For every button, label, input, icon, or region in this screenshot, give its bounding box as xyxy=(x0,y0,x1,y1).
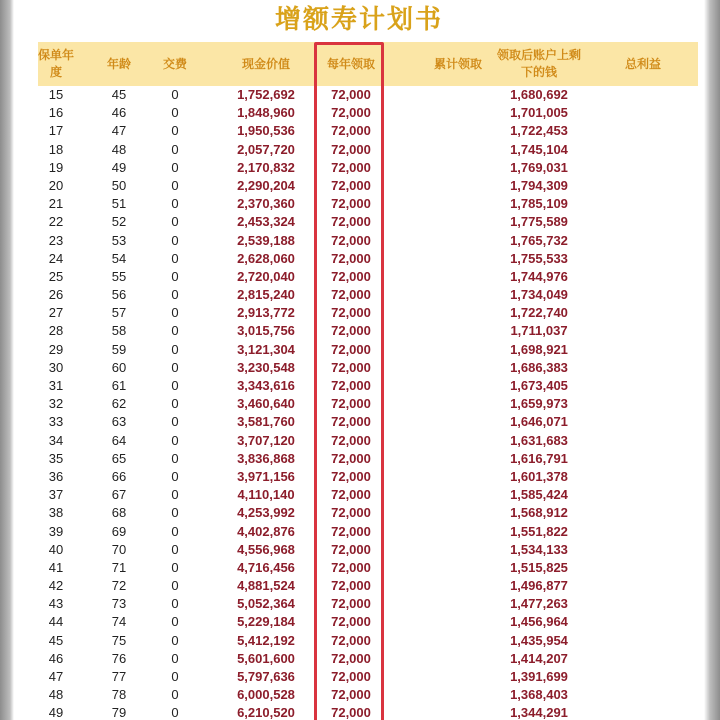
cell-annual-withdrawal: 72,000 xyxy=(331,432,371,448)
cell-remaining-balance: 1,477,263 xyxy=(510,596,568,612)
cell-payment: 0 xyxy=(171,505,179,521)
cell-remaining-balance: 1,686,383 xyxy=(510,359,568,375)
cell-remaining-balance: 1,534,133 xyxy=(510,541,568,557)
cell-remaining-balance: 1,755,533 xyxy=(510,250,568,266)
cell-payment: 0 xyxy=(171,177,179,193)
cell-cash-value: 3,460,640 xyxy=(237,396,295,412)
table-row xyxy=(38,541,698,559)
table-row xyxy=(38,395,698,413)
cell-payment: 0 xyxy=(171,432,179,448)
table-row xyxy=(38,523,698,541)
cell-remaining-balance: 1,769,031 xyxy=(510,159,568,175)
cell-annual-withdrawal: 72,000 xyxy=(331,578,371,594)
cell-cash-value: 3,121,304 xyxy=(237,341,295,357)
cell-age: 71 xyxy=(111,559,127,575)
cell-age: 77 xyxy=(111,669,127,684)
cell-remaining-balance: 1,775,589 xyxy=(510,214,568,230)
cell-annual-withdrawal: 72,000 xyxy=(331,268,371,284)
cell-cash-value: 1,752,692 xyxy=(237,87,295,102)
cell-cash-value: 4,110,140 xyxy=(237,487,295,503)
cell-payment: 0 xyxy=(171,287,179,303)
cell-cash-value: 3,230,548 xyxy=(237,359,295,375)
cell-annual-withdrawal: 72,000 xyxy=(331,687,371,703)
cell-policy-year: 16 xyxy=(48,105,64,121)
cell-annual-withdrawal: 72,000 xyxy=(331,159,371,175)
cell-policy-year: 27 xyxy=(48,305,64,321)
cell-policy-year: 41 xyxy=(48,559,64,575)
table-row xyxy=(38,450,698,468)
cell-remaining-balance: 1,585,424 xyxy=(510,487,568,503)
cell-annual-withdrawal: 72,000 xyxy=(331,705,371,720)
cell-payment: 0 xyxy=(171,378,179,393)
cell-age: 62 xyxy=(111,396,127,412)
cell-remaining-balance: 1,744,976 xyxy=(510,268,568,284)
cell-policy-year: 29 xyxy=(48,341,64,357)
cell-annual-withdrawal: 72,000 xyxy=(331,305,371,321)
cell-policy-year: 31 xyxy=(48,378,64,393)
table-row xyxy=(38,304,698,322)
table-row xyxy=(38,286,698,304)
cell-policy-year: 22 xyxy=(48,214,64,230)
cell-remaining-balance: 1,745,104 xyxy=(510,141,568,157)
cell-remaining-balance: 1,496,877 xyxy=(510,578,568,594)
cell-remaining-balance: 1,344,291 xyxy=(510,705,568,720)
cell-payment: 0 xyxy=(171,268,179,284)
cell-cash-value: 3,971,156 xyxy=(237,468,295,484)
cell-policy-year: 21 xyxy=(48,196,64,212)
cell-remaining-balance: 1,765,732 xyxy=(510,232,568,248)
cell-payment: 0 xyxy=(171,578,179,594)
cell-policy-year: 46 xyxy=(48,650,64,666)
cell-cash-value: 3,836,868 xyxy=(237,450,295,466)
cell-remaining-balance: 1,711,037 xyxy=(510,323,568,339)
cell-annual-withdrawal: 72,000 xyxy=(331,487,371,503)
cell-annual-withdrawal: 72,000 xyxy=(331,232,371,248)
cell-remaining-balance: 1,616,791 xyxy=(510,450,568,466)
cell-remaining-balance: 1,601,378 xyxy=(510,468,568,484)
cell-payment: 0 xyxy=(171,250,179,266)
cell-cash-value: 4,556,968 xyxy=(237,541,295,557)
cell-policy-year: 20 xyxy=(48,177,64,193)
table-row xyxy=(38,122,698,140)
cell-payment: 0 xyxy=(171,414,179,430)
cell-policy-year: 43 xyxy=(48,596,64,612)
cell-cash-value: 2,815,240 xyxy=(237,287,295,303)
cell-age: 78 xyxy=(111,687,127,703)
cell-policy-year: 35 xyxy=(48,450,64,466)
cell-policy-year: 23 xyxy=(48,232,64,248)
cell-cash-value: 2,720,040 xyxy=(237,268,295,284)
cell-payment: 0 xyxy=(171,196,179,212)
cell-cash-value: 3,581,760 xyxy=(237,414,295,430)
cell-remaining-balance: 1,391,699 xyxy=(510,669,568,684)
cell-age: 55 xyxy=(111,268,127,284)
cell-cash-value: 1,950,536 xyxy=(237,123,295,139)
cell-cash-value: 2,057,720 xyxy=(237,141,295,157)
cell-policy-year: 17 xyxy=(48,123,64,139)
table-row xyxy=(38,377,698,395)
cell-annual-withdrawal: 72,000 xyxy=(331,196,371,212)
cell-payment: 0 xyxy=(171,141,179,157)
cell-annual-withdrawal: 72,000 xyxy=(331,87,371,102)
cell-remaining-balance: 1,568,912 xyxy=(510,505,568,521)
cell-age: 74 xyxy=(111,614,127,630)
cell-payment: 0 xyxy=(171,123,179,139)
plan-document xyxy=(14,0,704,720)
cell-annual-withdrawal: 72,000 xyxy=(331,596,371,612)
cell-remaining-balance: 1,515,825 xyxy=(510,559,568,575)
cell-policy-year: 40 xyxy=(48,541,64,557)
cell-policy-year: 42 xyxy=(48,578,64,594)
cell-remaining-balance: 1,785,109 xyxy=(510,196,568,212)
cell-annual-withdrawal: 72,000 xyxy=(331,614,371,630)
cell-policy-year: 24 xyxy=(48,250,64,266)
cell-policy-year: 37 xyxy=(48,487,64,503)
cell-age: 75 xyxy=(111,632,127,648)
cell-age: 58 xyxy=(111,323,127,339)
cell-age: 46 xyxy=(111,105,127,121)
cell-payment: 0 xyxy=(171,596,179,612)
table-row xyxy=(38,322,698,340)
table-row xyxy=(38,613,698,631)
table-row xyxy=(38,432,698,450)
cell-remaining-balance: 1,456,964 xyxy=(510,614,568,630)
cell-payment: 0 xyxy=(171,669,179,684)
cell-cash-value: 5,412,192 xyxy=(237,632,295,648)
cell-age: 79 xyxy=(111,705,127,720)
cell-policy-year: 34 xyxy=(48,432,64,448)
cell-remaining-balance: 1,722,740 xyxy=(510,305,568,321)
cell-cash-value: 6,210,520 xyxy=(237,705,295,720)
cell-age: 76 xyxy=(111,650,127,666)
cell-remaining-balance: 1,368,403 xyxy=(510,687,568,703)
cell-cash-value: 4,253,992 xyxy=(237,505,295,521)
cell-policy-year: 26 xyxy=(48,287,64,303)
cell-policy-year: 36 xyxy=(48,468,64,484)
cell-age: 50 xyxy=(111,177,127,193)
cell-payment: 0 xyxy=(171,632,179,648)
cell-age: 49 xyxy=(111,159,127,175)
cell-payment: 0 xyxy=(171,359,179,375)
cell-annual-withdrawal: 72,000 xyxy=(331,523,371,539)
table-row xyxy=(38,232,698,250)
cell-cash-value: 2,453,324 xyxy=(237,214,295,230)
table-row xyxy=(38,359,698,377)
cell-payment: 0 xyxy=(171,559,179,575)
cell-policy-year: 28 xyxy=(48,323,64,339)
table-row xyxy=(38,486,698,504)
cell-cash-value: 2,539,188 xyxy=(237,232,295,248)
table-row xyxy=(38,686,698,704)
cell-cash-value: 3,015,756 xyxy=(237,323,295,339)
table-row xyxy=(38,650,698,668)
cell-age: 69 xyxy=(111,523,127,539)
cell-remaining-balance: 1,698,921 xyxy=(510,341,568,357)
cell-policy-year: 44 xyxy=(48,614,64,630)
header-payment: 交费 xyxy=(162,56,187,71)
cell-policy-year: 33 xyxy=(48,414,64,430)
cell-age: 68 xyxy=(111,505,127,521)
header-cumulative-withdrawal: 累计领取 xyxy=(433,56,482,71)
table-row xyxy=(38,195,698,213)
cell-payment: 0 xyxy=(171,87,179,102)
table-row xyxy=(38,341,698,359)
cell-payment: 0 xyxy=(171,614,179,630)
cell-age: 56 xyxy=(111,287,127,303)
cell-age: 51 xyxy=(111,196,127,212)
cell-age: 47 xyxy=(111,123,127,139)
table-row xyxy=(38,413,698,431)
cell-cash-value: 4,402,876 xyxy=(237,523,295,539)
table-row xyxy=(38,177,698,195)
cell-cash-value: 4,716,456 xyxy=(237,559,295,575)
cell-payment: 0 xyxy=(171,523,179,539)
header-remaining-balance: 领取后账户上剩下的钱 xyxy=(496,48,581,79)
cell-policy-year: 15 xyxy=(48,87,64,102)
cell-age: 66 xyxy=(111,468,127,484)
cell-cash-value: 3,707,120 xyxy=(237,432,295,448)
cell-age: 57 xyxy=(111,305,127,321)
cell-payment: 0 xyxy=(171,105,179,121)
cell-age: 48 xyxy=(111,141,127,157)
cell-age: 53 xyxy=(111,232,127,248)
cell-remaining-balance: 1,659,973 xyxy=(510,396,568,412)
table-row xyxy=(38,704,698,720)
table-row xyxy=(38,632,698,650)
cell-payment: 0 xyxy=(171,396,179,412)
cell-cash-value: 2,913,772 xyxy=(237,305,295,321)
cell-payment: 0 xyxy=(171,468,179,484)
cell-cash-value: 5,229,184 xyxy=(237,614,295,630)
header-annual-withdrawal: 每年领取 xyxy=(326,56,375,71)
cell-age: 67 xyxy=(111,487,127,503)
cell-remaining-balance: 1,435,954 xyxy=(510,632,568,648)
cell-age: 60 xyxy=(111,359,127,375)
cell-policy-year: 32 xyxy=(48,396,64,412)
table-row xyxy=(38,141,698,159)
cell-remaining-balance: 1,551,822 xyxy=(510,523,568,539)
table-row xyxy=(38,213,698,231)
cell-remaining-balance: 1,734,049 xyxy=(510,287,568,303)
cell-policy-year: 19 xyxy=(48,159,64,175)
cell-annual-withdrawal: 72,000 xyxy=(331,450,371,466)
cell-age: 61 xyxy=(111,378,127,393)
page-title: 增额寿计划书 xyxy=(274,5,443,35)
header-age: 年龄 xyxy=(106,56,131,71)
table-header xyxy=(38,42,698,86)
header-policy-year: 保单年度 xyxy=(38,48,75,79)
cell-payment: 0 xyxy=(171,323,179,339)
cell-annual-withdrawal: 72,000 xyxy=(331,214,371,230)
cell-cash-value: 3,343,616 xyxy=(237,378,295,393)
cell-payment: 0 xyxy=(171,214,179,230)
cell-cash-value: 5,601,600 xyxy=(237,650,295,666)
cell-annual-withdrawal: 72,000 xyxy=(331,396,371,412)
cell-policy-year: 49 xyxy=(48,705,64,720)
cell-policy-year: 18 xyxy=(48,141,64,157)
cell-remaining-balance: 1,722,453 xyxy=(510,123,568,139)
cell-annual-withdrawal: 72,000 xyxy=(331,105,371,121)
table-row xyxy=(38,250,698,268)
cell-policy-year: 47 xyxy=(48,669,64,684)
cell-payment: 0 xyxy=(171,541,179,557)
cell-remaining-balance: 1,631,683 xyxy=(510,432,568,448)
cell-cash-value: 2,370,360 xyxy=(237,196,295,212)
header-total-benefit: 总利益 xyxy=(624,56,661,71)
cell-payment: 0 xyxy=(171,487,179,503)
header-cash-value: 现金价值 xyxy=(241,56,290,71)
cell-policy-year: 45 xyxy=(48,632,64,648)
cell-age: 70 xyxy=(111,541,127,557)
cell-cash-value: 1,848,960 xyxy=(237,105,295,121)
cell-payment: 0 xyxy=(171,305,179,321)
cell-annual-withdrawal: 72,000 xyxy=(331,505,371,521)
cell-annual-withdrawal: 72,000 xyxy=(331,414,371,430)
table-row xyxy=(38,268,698,286)
cell-annual-withdrawal: 72,000 xyxy=(331,359,371,375)
cell-policy-year: 38 xyxy=(48,505,64,521)
cell-age: 65 xyxy=(111,450,127,466)
cell-annual-withdrawal: 72,000 xyxy=(331,650,371,666)
cell-annual-withdrawal: 72,000 xyxy=(331,341,371,357)
cell-annual-withdrawal: 72,000 xyxy=(331,559,371,575)
cell-annual-withdrawal: 72,000 xyxy=(331,323,371,339)
cell-policy-year: 30 xyxy=(48,359,64,375)
cell-annual-withdrawal: 72,000 xyxy=(331,378,371,393)
table-body xyxy=(38,86,698,720)
cell-annual-withdrawal: 72,000 xyxy=(331,250,371,266)
cell-cash-value: 6,000,528 xyxy=(237,687,295,703)
table-row xyxy=(38,468,698,486)
cell-cash-value: 5,797,636 xyxy=(237,669,295,684)
cell-age: 54 xyxy=(111,250,127,266)
cell-remaining-balance: 1,646,071 xyxy=(510,414,568,430)
cell-annual-withdrawal: 72,000 xyxy=(331,177,371,193)
cell-remaining-balance: 1,701,005 xyxy=(510,105,568,121)
cell-age: 63 xyxy=(111,414,127,430)
cell-age: 45 xyxy=(111,87,127,102)
cell-policy-year: 39 xyxy=(48,523,64,539)
table-row xyxy=(38,559,698,577)
cell-policy-year: 48 xyxy=(48,687,64,703)
cell-cash-value: 5,052,364 xyxy=(237,596,295,612)
cell-payment: 0 xyxy=(171,450,179,466)
table-row xyxy=(38,159,698,177)
cell-annual-withdrawal: 72,000 xyxy=(331,123,371,139)
cell-cash-value: 2,290,204 xyxy=(237,177,295,193)
cell-remaining-balance: 1,673,405 xyxy=(510,378,568,393)
table-row xyxy=(38,104,698,122)
cell-payment: 0 xyxy=(171,232,179,248)
cell-age: 52 xyxy=(111,214,127,230)
table-row xyxy=(38,504,698,522)
cell-payment: 0 xyxy=(171,687,179,703)
cell-age: 72 xyxy=(111,578,127,594)
table-row xyxy=(38,577,698,595)
cell-cash-value: 2,628,060 xyxy=(237,250,295,266)
cell-policy-year: 25 xyxy=(48,268,64,284)
cell-remaining-balance: 1,414,207 xyxy=(510,650,568,666)
table-row xyxy=(38,668,698,686)
cell-payment: 0 xyxy=(171,705,179,720)
cell-payment: 0 xyxy=(171,341,179,357)
cell-annual-withdrawal: 72,000 xyxy=(331,632,371,648)
cell-annual-withdrawal: 72,000 xyxy=(331,141,371,157)
cell-cash-value: 4,881,524 xyxy=(237,578,295,594)
cell-age: 64 xyxy=(111,432,127,448)
table-row xyxy=(38,86,698,104)
cell-remaining-balance: 1,794,309 xyxy=(510,177,568,193)
cell-annual-withdrawal: 72,000 xyxy=(331,287,371,303)
cell-age: 59 xyxy=(111,341,127,357)
cell-annual-withdrawal: 72,000 xyxy=(331,468,371,484)
cell-annual-withdrawal: 72,000 xyxy=(331,541,371,557)
cell-payment: 0 xyxy=(171,159,179,175)
cell-age: 73 xyxy=(111,596,127,612)
cell-annual-withdrawal: 72,000 xyxy=(331,669,371,684)
cell-payment: 0 xyxy=(171,650,179,666)
table-row xyxy=(38,595,698,613)
cell-cash-value: 2,170,832 xyxy=(237,159,295,175)
cell-remaining-balance: 1,680,692 xyxy=(510,87,568,102)
